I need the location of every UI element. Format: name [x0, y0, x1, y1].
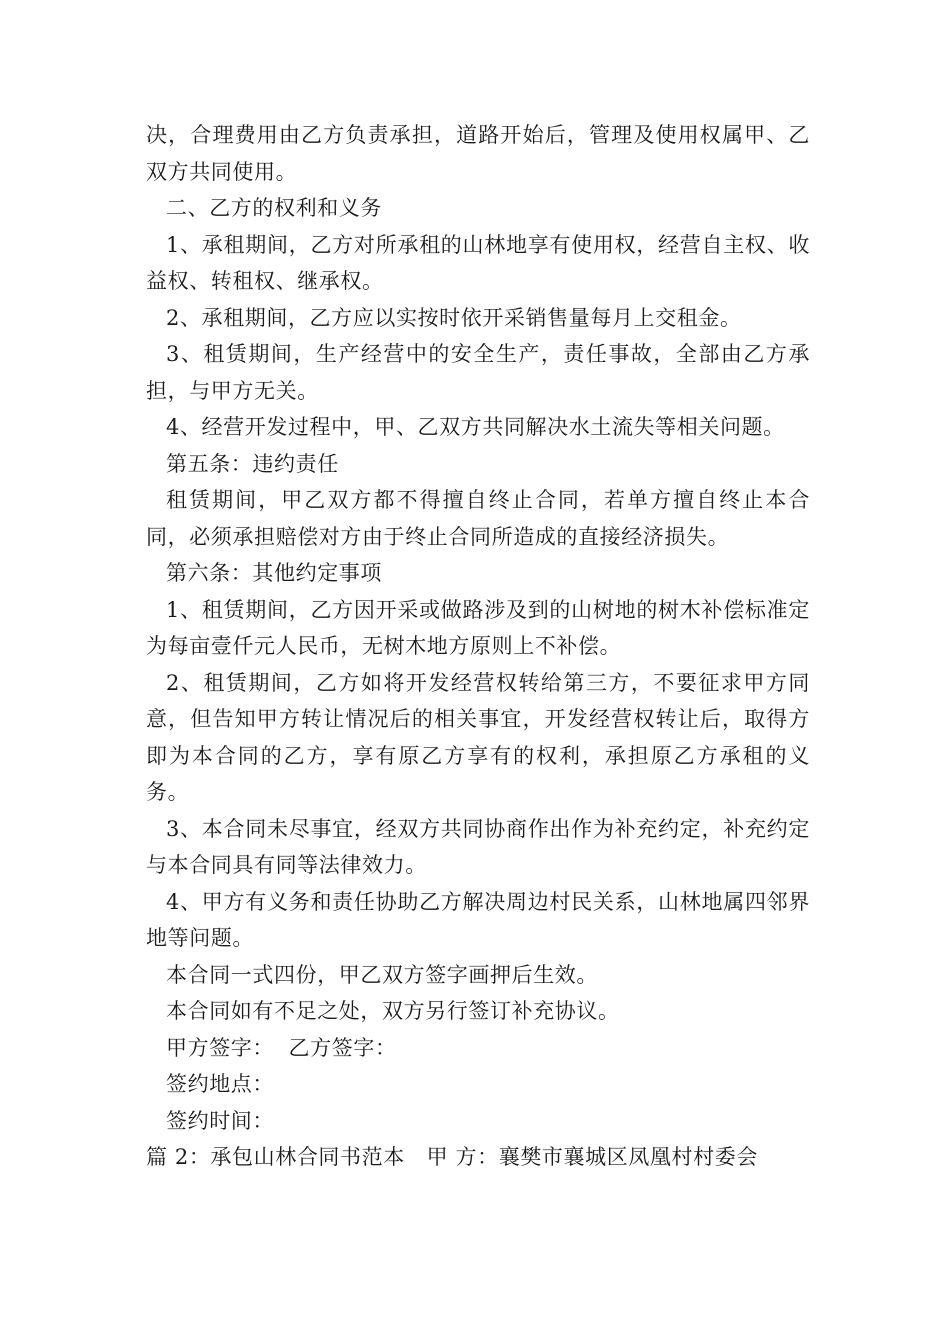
next-document-title: 篇 2：承包山林合同书范本 甲 方：襄樊市襄城区凤凰村村委会 [146, 1145, 758, 1169]
signing-place: 签约地点： [166, 1072, 274, 1096]
clause-b-3: 3、租赁期间，生产经营中的安全生产，责任事故，全部由乙方承担，与甲方无关。 [146, 342, 810, 403]
copies-statement: 本合同一式四份，甲乙双方签字画押后生效。 [166, 962, 598, 987]
supplement-statement: 本合同如有不足之处，双方另行签订补充协议。 [166, 999, 620, 1023]
clause-b-4: 4、经营开发过程中，甲、乙双方共同解决水土流失等相关问题。 [166, 415, 785, 439]
paragraph-road-usage: 决，合理费用由乙方负责承担，道路开始后，管理及使用权属甲、乙双方共同使用。 [146, 123, 810, 184]
article-6-clause-2: 2、租赁期间，乙方如将开发经营权转给第三方，不要征求甲方同意，但告知甲方转让情况后的相关事宜，开发经营权转让后，取得方即为本合同的乙方，享有原乙方享有的权利，承担原乙方承租的义务。 [146, 670, 810, 804]
clause-b-1: 1、承租期间，乙方对所承租的山林地享有使用权，经营自主权、收益权、转租权、继承权。 [146, 232, 810, 293]
article-6-clause-3: 3、本合同未尽事宜，经双方共同协商作出作为补充约定，补充约定与本合同具有同等法律效力。 [146, 816, 810, 877]
article-6-clause-1: 1、租赁期间，乙方因开采或做路涉及到的山树地的树木补偿标准定为每亩壹仟元人民币，无树木地方原则上不补偿。 [146, 597, 810, 658]
article-6-heading: 第六条：其他约定事项 [166, 561, 382, 585]
article-5-body: 租赁期间，甲乙双方都不得擅自终止合同，若单方擅自终止本合同，必须承担赔偿对方由于终止合同所造成的直接经济损失。 [146, 488, 810, 549]
article-5-heading: 第五条：违约责任 [166, 451, 339, 476]
section-heading-party-b-rights: 二、乙方的权利和义务 [166, 196, 382, 220]
document-body [146, 117, 810, 1176]
article-6-clause-4: 4、甲方有义务和责任协助乙方解决周边村民关系，山林地属四邻界地等问题。 [146, 889, 810, 950]
clause-b-2: 2、承租期间，乙方应以实按时依开采销售量每月上交租金。 [166, 305, 742, 330]
signature-line: 甲方签字： 乙方签字： [166, 1035, 397, 1060]
signing-time: 签约时间： [166, 1108, 274, 1133]
